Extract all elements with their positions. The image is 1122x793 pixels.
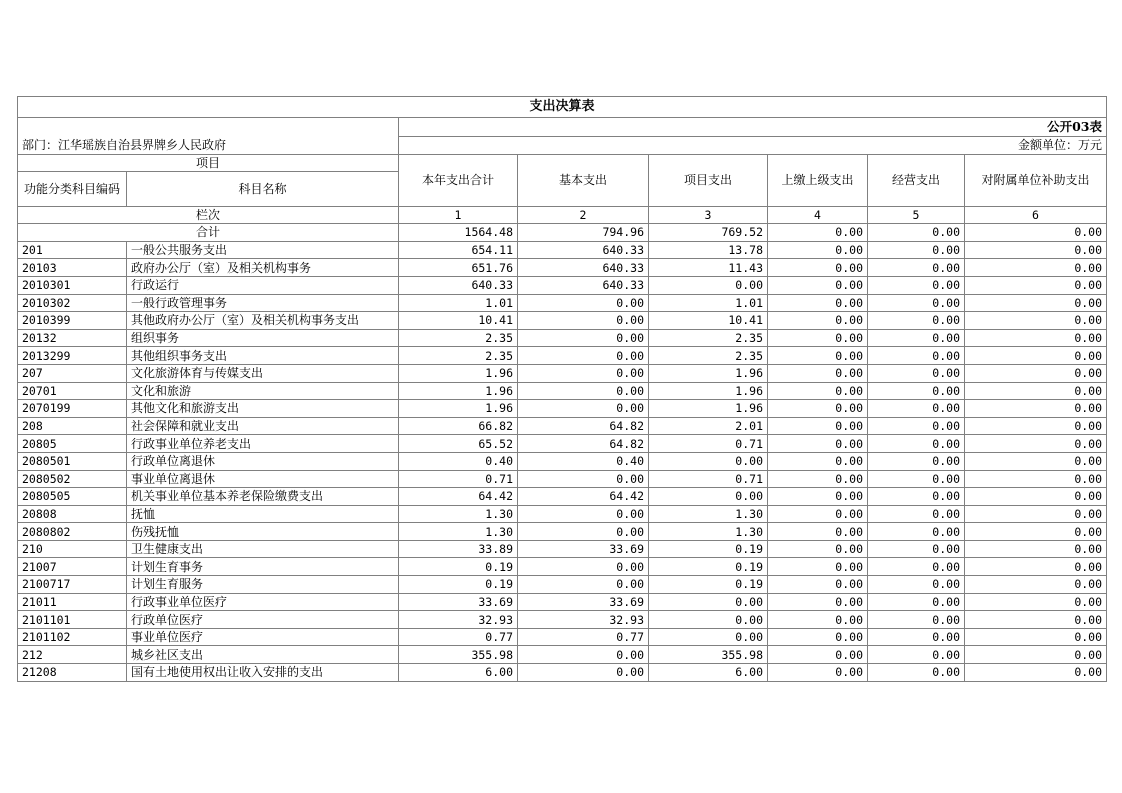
row-value: 640.33 (518, 241, 649, 259)
row-value: 0.00 (868, 276, 965, 294)
row-code: 212 (18, 646, 127, 664)
row-value: 0.00 (518, 505, 649, 523)
row-value: 1.96 (649, 400, 768, 418)
table-row (18, 664, 1107, 682)
row-value: 0.71 (399, 470, 518, 488)
row-code: 2010301 (18, 276, 127, 294)
row-value: 0.00 (868, 611, 965, 629)
row-name: 行政单位医疗 (127, 611, 399, 629)
row-value: 0.00 (965, 347, 1107, 365)
row-value: 0.00 (518, 558, 649, 576)
row-value: 0.19 (649, 576, 768, 594)
row-code: 2080502 (18, 470, 127, 488)
row-code: 20808 (18, 505, 127, 523)
row-value: 0.00 (768, 400, 868, 418)
table-row (18, 470, 1107, 488)
col-header-subsidy: 对附属单位补助支出 (965, 154, 1107, 206)
row-name: 政府办公厅（室）及相关机构事务 (127, 259, 399, 277)
row-value: 0.00 (768, 488, 868, 506)
col-number: 6 (965, 206, 1107, 224)
row-code: 21007 (18, 558, 127, 576)
row-value: 0.00 (768, 329, 868, 347)
row-name: 伤残抚恤 (127, 523, 399, 541)
row-name: 一般行政管理事务 (127, 294, 399, 312)
total-label: 合计 (18, 224, 399, 242)
row-value: 0.00 (768, 417, 868, 435)
row-value: 0.00 (649, 593, 768, 611)
row-value: 1.30 (399, 505, 518, 523)
row-value: 0.00 (768, 611, 868, 629)
total-value: 0.00 (965, 224, 1107, 242)
table-row (18, 523, 1107, 541)
row-code: 201 (18, 241, 127, 259)
row-value: 0.40 (518, 452, 649, 470)
expenditure-table (17, 96, 1107, 682)
row-value: 0.00 (965, 576, 1107, 594)
row-code: 2101101 (18, 611, 127, 629)
row-value: 0.00 (868, 470, 965, 488)
row-value: 0.00 (868, 488, 965, 506)
row-value: 0.00 (965, 523, 1107, 541)
table-row (18, 417, 1107, 435)
row-value: 1.30 (649, 505, 768, 523)
row-code: 2100717 (18, 576, 127, 594)
row-name: 计划生育事务 (127, 558, 399, 576)
row-value: 0.00 (965, 435, 1107, 453)
row-value: 0.00 (965, 329, 1107, 347)
col-index-label: 栏次 (18, 206, 399, 224)
row-value: 0.00 (965, 664, 1107, 682)
col-header-total: 本年支出合计 (399, 154, 518, 206)
row-value: 0.00 (868, 312, 965, 330)
total-value: 0.00 (868, 224, 965, 242)
row-code: 2010302 (18, 294, 127, 312)
row-name: 行政单位离退休 (127, 452, 399, 470)
row-value: 0.00 (965, 593, 1107, 611)
total-value: 1564.48 (399, 224, 518, 242)
row-value: 2.01 (649, 417, 768, 435)
row-value: 0.00 (768, 523, 868, 541)
row-value: 0.00 (768, 452, 868, 470)
total-value: 0.00 (768, 224, 868, 242)
row-value: 0.00 (868, 452, 965, 470)
row-value: 0.00 (518, 664, 649, 682)
row-value: 0.00 (965, 611, 1107, 629)
row-name: 其他组织事务支出 (127, 347, 399, 365)
row-value: 0.71 (649, 470, 768, 488)
total-row (18, 224, 1107, 242)
row-value: 65.52 (399, 435, 518, 453)
row-code: 20103 (18, 259, 127, 277)
row-name: 行政事业单位医疗 (127, 593, 399, 611)
table-row (18, 435, 1107, 453)
row-value: 0.00 (768, 646, 868, 664)
row-value: 2.35 (649, 347, 768, 365)
row-value: 0.00 (965, 382, 1107, 400)
row-value: 66.82 (399, 417, 518, 435)
row-value: 0.00 (965, 241, 1107, 259)
table-row (18, 276, 1107, 294)
row-value: 0.00 (768, 294, 868, 312)
table-row (18, 611, 1107, 629)
table-row (18, 347, 1107, 365)
row-name: 一般公共服务支出 (127, 241, 399, 259)
row-value: 64.42 (518, 488, 649, 506)
row-code: 20805 (18, 435, 127, 453)
row-value: 32.93 (518, 611, 649, 629)
row-value: 0.00 (768, 664, 868, 682)
table-row (18, 241, 1107, 259)
row-value: 0.00 (868, 576, 965, 594)
row-value: 1.96 (399, 364, 518, 382)
row-value: 0.19 (649, 540, 768, 558)
row-value: 640.33 (518, 276, 649, 294)
row-value: 0.00 (768, 576, 868, 594)
row-value: 0.00 (518, 646, 649, 664)
row-value: 0.00 (649, 452, 768, 470)
col-header-operating: 经营支出 (868, 154, 965, 206)
row-value: 0.00 (965, 276, 1107, 294)
row-value: 13.78 (649, 241, 768, 259)
col-number: 3 (649, 206, 768, 224)
table-row (18, 382, 1107, 400)
row-code: 2013299 (18, 347, 127, 365)
row-value: 1.96 (399, 400, 518, 418)
row-code: 20132 (18, 329, 127, 347)
row-value: 32.93 (399, 611, 518, 629)
col-header-remit: 上缴上级支出 (768, 154, 868, 206)
row-code: 208 (18, 417, 127, 435)
row-value: 0.00 (768, 470, 868, 488)
row-value: 0.00 (868, 628, 965, 646)
row-value: 0.00 (868, 505, 965, 523)
table-row (18, 400, 1107, 418)
row-value: 640.33 (399, 276, 518, 294)
table-row (18, 452, 1107, 470)
row-value: 33.89 (399, 540, 518, 558)
row-value: 0.00 (868, 523, 965, 541)
row-value: 0.00 (768, 241, 868, 259)
row-value: 0.00 (965, 364, 1107, 382)
row-value: 0.00 (518, 400, 649, 418)
row-value: 64.82 (518, 417, 649, 435)
row-name: 社会保障和就业支出 (127, 417, 399, 435)
row-name: 文化和旅游 (127, 382, 399, 400)
row-name: 其他文化和旅游支出 (127, 400, 399, 418)
row-value: 0.00 (518, 294, 649, 312)
row-value: 0.00 (518, 470, 649, 488)
row-value: 0.77 (399, 628, 518, 646)
row-value: 0.00 (768, 364, 868, 382)
row-name: 城乡社区支出 (127, 646, 399, 664)
row-value: 0.00 (518, 364, 649, 382)
row-value: 0.00 (518, 329, 649, 347)
row-value: 1.96 (649, 364, 768, 382)
row-name: 抚恤 (127, 505, 399, 523)
row-value: 1.96 (649, 382, 768, 400)
row-value: 0.00 (965, 259, 1107, 277)
name-header: 科目名称 (127, 171, 399, 206)
row-value: 0.00 (868, 259, 965, 277)
row-value: 0.00 (868, 664, 965, 682)
table-row (18, 628, 1107, 646)
row-code: 2080802 (18, 523, 127, 541)
col-number: 2 (518, 206, 649, 224)
row-value: 0.00 (868, 540, 965, 558)
row-value: 2.35 (399, 347, 518, 365)
row-value: 0.00 (768, 382, 868, 400)
row-value: 0.00 (868, 241, 965, 259)
table-row (18, 259, 1107, 277)
row-value: 0.00 (768, 276, 868, 294)
row-value: 0.00 (868, 646, 965, 664)
row-value: 651.76 (399, 259, 518, 277)
row-value: 11.43 (649, 259, 768, 277)
row-value: 1.01 (649, 294, 768, 312)
row-value: 0.00 (868, 364, 965, 382)
row-value: 654.11 (399, 241, 518, 259)
row-value: 0.00 (868, 347, 965, 365)
row-value: 1.30 (399, 523, 518, 541)
expenditure-sheet (17, 96, 1106, 682)
row-value: 0.00 (965, 294, 1107, 312)
row-value: 0.00 (768, 558, 868, 576)
row-value: 10.41 (649, 312, 768, 330)
row-value: 640.33 (518, 259, 649, 277)
table-row (18, 364, 1107, 382)
row-value: 0.00 (965, 646, 1107, 664)
row-value: 0.00 (768, 347, 868, 365)
row-value: 0.00 (518, 523, 649, 541)
row-code: 210 (18, 540, 127, 558)
col-header-basic: 基本支出 (518, 154, 649, 206)
row-value: 0.00 (965, 488, 1107, 506)
total-value: 769.52 (649, 224, 768, 242)
row-value: 0.00 (868, 435, 965, 453)
row-value: 33.69 (518, 540, 649, 558)
row-value: 0.00 (768, 593, 868, 611)
row-code: 21011 (18, 593, 127, 611)
row-value: 0.71 (649, 435, 768, 453)
row-value: 1.30 (649, 523, 768, 541)
table-row (18, 576, 1107, 594)
row-code: 2010399 (18, 312, 127, 330)
row-code: 2101102 (18, 628, 127, 646)
row-value: 0.00 (768, 505, 868, 523)
row-value: 64.42 (399, 488, 518, 506)
row-value: 6.00 (649, 664, 768, 682)
table-row (18, 593, 1107, 611)
row-value: 0.00 (868, 417, 965, 435)
row-code: 21208 (18, 664, 127, 682)
row-value: 33.69 (399, 593, 518, 611)
unit-label: 金额单位：万元 (399, 137, 1107, 155)
row-value: 0.19 (649, 558, 768, 576)
row-value: 0.40 (399, 452, 518, 470)
row-value: 0.00 (965, 540, 1107, 558)
row-code: 2070199 (18, 400, 127, 418)
row-name: 机关事业单位基本养老保险缴费支出 (127, 488, 399, 506)
row-code: 20701 (18, 382, 127, 400)
row-value: 0.00 (768, 628, 868, 646)
row-name: 其他政府办公厅（室）及相关机构事务支出 (127, 312, 399, 330)
row-name: 卫生健康支出 (127, 540, 399, 558)
row-value: 0.00 (649, 488, 768, 506)
row-value: 0.00 (768, 435, 868, 453)
row-value: 0.00 (965, 558, 1107, 576)
row-value: 1.96 (399, 382, 518, 400)
table-row (18, 646, 1107, 664)
table-title: 支出决算表 (18, 97, 1107, 118)
row-value: 0.00 (868, 329, 965, 347)
row-value: 0.77 (518, 628, 649, 646)
row-code: 207 (18, 364, 127, 382)
row-name: 事业单位医疗 (127, 628, 399, 646)
row-value: 0.00 (649, 611, 768, 629)
row-name: 国有土地使用权出让收入安排的支出 (127, 664, 399, 682)
row-code: 2080501 (18, 452, 127, 470)
row-name: 行政运行 (127, 276, 399, 294)
row-value: 0.00 (868, 400, 965, 418)
row-value: 0.00 (768, 312, 868, 330)
row-value: 0.00 (965, 417, 1107, 435)
row-name: 行政事业单位养老支出 (127, 435, 399, 453)
row-value: 0.19 (399, 558, 518, 576)
department-label: 部门：江华瑶族自治县界牌乡人民政府 (18, 137, 399, 155)
row-value: 0.00 (649, 628, 768, 646)
row-value: 0.00 (965, 505, 1107, 523)
row-name: 事业单位离退休 (127, 470, 399, 488)
table-row (18, 312, 1107, 330)
project-header: 项目 (18, 154, 399, 171)
row-value: 0.00 (868, 294, 965, 312)
row-value: 0.00 (868, 558, 965, 576)
row-value: 0.00 (518, 576, 649, 594)
row-code: 2080505 (18, 488, 127, 506)
row-value: 355.98 (649, 646, 768, 664)
row-value: 0.00 (965, 452, 1107, 470)
row-value: 0.00 (649, 276, 768, 294)
row-value: 0.00 (965, 312, 1107, 330)
row-value: 0.00 (518, 347, 649, 365)
row-name: 组织事务 (127, 329, 399, 347)
row-value: 2.35 (399, 329, 518, 347)
row-value: 64.82 (518, 435, 649, 453)
row-value: 0.00 (518, 382, 649, 400)
form-number: 公开03表 (399, 118, 1107, 137)
row-value: 0.19 (399, 576, 518, 594)
row-value: 0.00 (868, 593, 965, 611)
row-value: 6.00 (399, 664, 518, 682)
row-value: 0.00 (768, 540, 868, 558)
row-name: 文化旅游体育与传媒支出 (127, 364, 399, 382)
col-number: 1 (399, 206, 518, 224)
table-row (18, 558, 1107, 576)
row-value: 0.00 (965, 470, 1107, 488)
total-value: 794.96 (518, 224, 649, 242)
table-row (18, 488, 1107, 506)
table-row (18, 294, 1107, 312)
row-value: 0.00 (768, 259, 868, 277)
row-value: 10.41 (399, 312, 518, 330)
col-number: 5 (868, 206, 965, 224)
row-value: 2.35 (649, 329, 768, 347)
row-value: 0.00 (965, 628, 1107, 646)
row-value: 0.00 (965, 400, 1107, 418)
table-row (18, 329, 1107, 347)
row-value: 33.69 (518, 593, 649, 611)
col-header-project: 项目支出 (649, 154, 768, 206)
row-value: 355.98 (399, 646, 518, 664)
row-value: 0.00 (868, 382, 965, 400)
col-number: 4 (768, 206, 868, 224)
row-value: 0.00 (518, 312, 649, 330)
row-name: 计划生育服务 (127, 576, 399, 594)
row-value: 1.01 (399, 294, 518, 312)
table-row (18, 505, 1107, 523)
code-header: 功能分类科目编码 (18, 171, 127, 206)
table-row (18, 540, 1107, 558)
